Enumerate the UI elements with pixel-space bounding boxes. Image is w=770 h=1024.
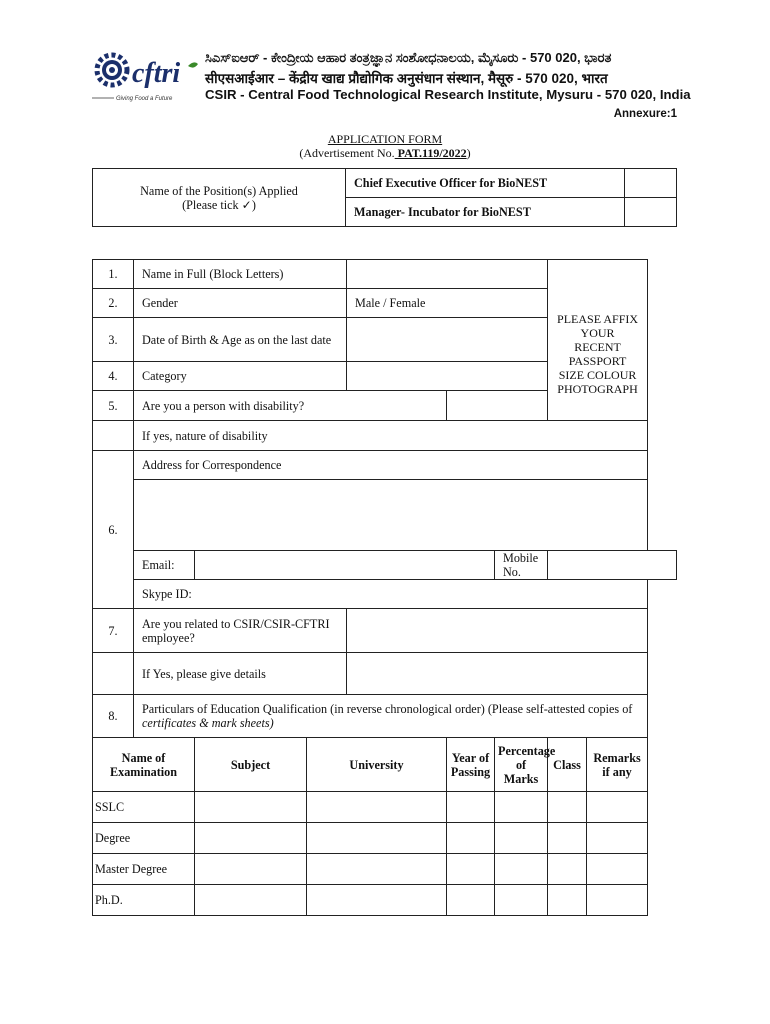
related-input[interactable]	[347, 609, 648, 653]
edu-header-remarks: Remarks if any	[587, 738, 648, 792]
gender-label: Gender	[134, 289, 347, 318]
category-label: Category	[134, 362, 347, 391]
logo-wordmark: cftri	[132, 58, 181, 89]
edu-header-exam: Name of Examination	[93, 738, 195, 792]
edu-header-class: Class	[548, 738, 587, 792]
mobile-label: Mobile No.	[495, 551, 548, 580]
dob-input[interactable]	[347, 318, 548, 362]
position-option-ceo: Chief Executive Officer for BioNEST	[346, 169, 625, 198]
logo-tagline: Giving Food a Future	[116, 96, 173, 102]
form-title: APPLICATION FORM	[327, 132, 443, 146]
name-label: Name in Full (Block Letters)	[134, 260, 347, 289]
edu-row-sslc: SSLC	[93, 792, 195, 823]
position-table	[92, 168, 677, 227]
cftri-logo	[92, 48, 202, 104]
position-option-manager: Manager- Incubator for BioNEST	[346, 198, 625, 227]
skype-label[interactable]: Skype ID:	[134, 580, 648, 609]
edu-header-percentage: Percentage of Marks	[495, 738, 548, 792]
edu-row-phd: Ph.D.	[93, 885, 195, 916]
related-label: Are you related to CSIR/CSIR-CFTRI employee?	[134, 609, 347, 653]
gender-value[interactable]: Male / Female	[347, 289, 548, 318]
advertisement-number: (Advertisement No. PAT.119/2022)	[299, 146, 471, 160]
address-input[interactable]	[134, 480, 648, 551]
disability-nature-label[interactable]: If yes, nature of disability	[134, 421, 648, 451]
edu-header-university: University	[307, 738, 447, 792]
disability-input[interactable]	[447, 391, 548, 421]
name-input[interactable]	[347, 260, 548, 289]
header-hindi: सीएसआईआर – केंद्रीय खाद्य प्रौद्योगिक अनुसंधान संस्थान, मैसूरु - 570 020, भारत	[205, 71, 608, 86]
address-label: Address for Correspondence	[134, 451, 648, 480]
photo-box: PLEASE AFFIX YOUR RECENT PASSPORT SIZE COLOUR PHOTOGRAPH	[548, 260, 648, 421]
edu-header-year: Year of Passing	[447, 738, 495, 792]
disability-label: Are you a person with disability?	[134, 391, 447, 421]
category-input[interactable]	[347, 362, 548, 391]
education-label: Particulars of Education Qualification (in reverse chronological order) (Please self-attested copies of certificates & mark sheets)	[134, 695, 648, 738]
mobile-input-cell[interactable]	[548, 551, 677, 580]
edu-row-degree: Degree	[93, 823, 195, 854]
header-kannada: ಸಿಎಸ್‌ಐಆರ್ - ಕೇಂದ್ರೀಯ ಆಹಾರ ತಂತ್ರಜ್ಞಾನ ಸಂಶೋಧನಾಲಯ, ಮೈಸೂರು - 570 020, ಭಾರತ	[205, 50, 612, 65]
related-details-label: If Yes, please give details	[134, 653, 347, 695]
annexure-label: Annexure:1	[613, 108, 677, 120]
header-english: CSIR - Central Food Technological Research Institute, Mysuru - 570 020, India	[205, 87, 691, 102]
edu-row-master: Master Degree	[93, 854, 195, 885]
position-label: Name of the Position(s) Applied (Please tick ✓)	[93, 169, 346, 227]
tick-box-ceo[interactable]	[625, 169, 677, 198]
email-label: Email:	[134, 551, 195, 580]
edu-header-subject: Subject	[195, 738, 307, 792]
related-details-input[interactable]	[347, 653, 648, 695]
tick-box-manager[interactable]	[625, 198, 677, 227]
email-input[interactable]	[195, 551, 495, 580]
dob-label: Date of Birth & Age as on the last date	[134, 318, 347, 362]
application-table: 1. Name in Full (Block Letters) PLEASE AFFIX YOUR RECENT PASSPORT SIZE COLOUR PHOTOGRAPH 2. Gender Male / Female 3. Date of Birth & Age as on the last date 4. Category 5. Are you a person with disability? If yes, nature of disability 6. Address for Correspondence Email: Mobile No. Skype ID: 7. Are you related to CSIR/CSIR-CFTRI employee? If Yes, please give details 8. Particulars of Education Qualification (in reverse chronological order) (Please self-attested copies of certificates & mark sheets) Name of Examination Subject University Year of Passing Percentage of Marks Class Remarks if any SSLC Degree Master Degree Ph.D.	[92, 259, 677, 916]
adv-number: PAT.119/2022	[394, 146, 467, 160]
